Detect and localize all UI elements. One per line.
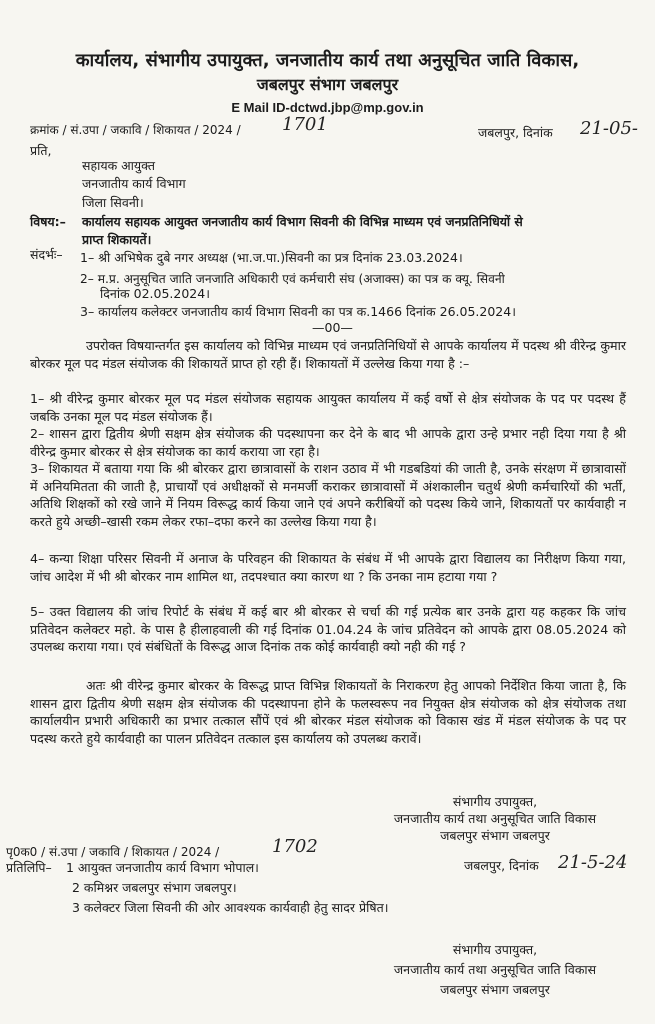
- subject-text-line-1: कार्यालय सहायक आयुक्त जनजातीय कार्य विभाग सिवनी की विभिन्न माध्यम एवं जनप्रतिनिधियों से: [82, 214, 523, 229]
- section-separator: —00—: [312, 320, 353, 335]
- letter-place-date: जबलपुर, दिनांक: [478, 125, 553, 140]
- copy-recipient-2: 2 कमिश्नर जबलपुर संभाग जबलपुर।: [72, 880, 237, 895]
- office-subheading: जबलपुर संभाग जबलपुर: [256, 75, 399, 94]
- signature-1-department: जनजातीय कार्य तथा अनुसूचित जाति विकास: [393, 811, 597, 826]
- recipient-line-1: सहायक आयुक्त: [82, 158, 155, 173]
- signature-block-2: [360, 940, 630, 1000]
- office-heading: कार्यालय, संभागीय उपायुक्त, जनजातीय कार्य तथा अनुसूचित जाति विकास,: [75, 50, 580, 71]
- signature-2-title: संभागीय उपायुक्त,: [452, 942, 538, 957]
- letter-number-handwritten: 1701: [282, 114, 328, 135]
- copy-date-handwritten: 21-5-24: [558, 852, 628, 873]
- body-conclusion: अतः श्री वीरेन्द्र कुमार बोरकर के विरूद्ध प्राप्त विभिन्न शिकायतों के निराकरण हेतु आपको निर्देशित किया जाता है, कि शासन द्वारा द्वितीय श्रेणी सक्षम क्षेत्र संयोजक की पदस्थापना होने के फलस्वरूप नव नियुक्त क्षेत्र संयोजक को क्षेत्र संयोजक तथा कार्यालयीन प्रभारी अधिकारी का प्रभार तत्काल सौंपें एवं श्री बोरकर मंडल संयोजक को विकास खंड में मंडल संयोजक के पद पर पदस्थ करते हुये कार्यवाही का पालन प्रतिवेदन तत्काल इस कार्यालय को उपलब्ध करावें।: [30, 678, 626, 746]
- copy-number: पृ0क0 / सं.उपा / जकावि / शिकायत / 2024 /: [6, 845, 220, 859]
- recipient-line-2: जनजातीय कार्य विभाग: [82, 176, 186, 191]
- letter-number: क्रमांक / सं.उपा / जकावि / शिकायत / 2024 /: [30, 123, 241, 137]
- copy-place-date: जबलपुर, दिनांक: [464, 858, 539, 873]
- copy-recipient-3: 3 कलेक्टर जिला सिवनी की ओर आवश्यक कार्यवाही हेतु सादर प्रेषित।: [72, 900, 389, 915]
- office-email: E Mail ID-dctwd.jbp@mp.gov.in: [231, 100, 424, 115]
- reference-2-line-1: 2– म.प्र. अनुसूचित जाति जनजाति अधिकारी एवं कर्मचारी संघ (अजाक्स) का पत्र क क्यू. सिवनी: [80, 272, 505, 286]
- complaint-point-1: 1– श्री वीरेन्द्र कुमार बोरकर मूल पद मंडल संयोजक सहायक आयुक्त कार्यालय में कई वर्षो से क्षेत्र संयोजक के पद पर पदस्थ हैं जबकि उनका मूल पद मंडल संयोजक हैं।: [30, 391, 626, 424]
- recipient-line-3: जिला सिवनी।: [82, 195, 144, 210]
- copy-number-handwritten: 1702: [272, 836, 318, 857]
- references-label: संदर्भः–: [30, 247, 63, 262]
- complaint-point-5: 5– उक्त विद्यालय की जांच रिपोर्ट के संबंध में कई बार श्री बोरकर से चर्चा की गई प्रत्येक बार उनके द्वारा यह कहकर कि जांच प्रतिवेदन कलेक्टर महो. के पास है हीलाहवाली की गई दिनांक 01.04.24 के जांच प्रतिवेदन को आपके द्वारा 08.05.2024 को उपलब्ध कराया गया। एवं संबंधितों के विरूद्ध आज दिनांक तक कोई कार्यवाही क्यो नही की गई ?: [30, 604, 626, 655]
- complaint-point-4: 4– कन्या शिक्षा परिसर सिवनी में अनाज के परिवहन की शिकायत के संबंध में भी आपके द्वारा विद्यालय का निरीक्षण किया गया, जांच आदेश में भी श्री बोरकर नाम शामिल था, तदपश्चात क्या कारण था ? कि उनका नाम हटाया गया ?: [30, 551, 626, 584]
- complaint-point-3: 3– शिकायत में बताया गया कि श्री बोरकर द्वारा छात्रावासों के राशन उठाव में भी गडबडियां की जाती है, उनके संरक्षण में छात्रावासों में अनियमितता की जाती है, प्राचार्यों एवं अधीक्षकों से मनमर्जी कराकर छात्रावासों में अंशकालीन चतुर्थ श्रेणी कर्मचारियों की भर्ती, अतिथि शिक्षकों को रखे जाने में नियम विरूद्ध कार्य किया जाने एवं अपने करीबियों को पदस्थ किये जाने, शिकायतों पर कार्यवाही न करते हुये अच्छी–खासी रकम लेकर रफा–दफा करने का उल्लेख किया गया है।: [30, 461, 626, 529]
- signature-2-department: जनजातीय कार्य तथा अनुसूचित जाति विकास: [393, 962, 597, 977]
- reference-2-line-2: दिनांक 02.05.2024।: [100, 286, 210, 301]
- reference-3: 3– कार्यालय कलेक्टर जनजातीय कार्य विभाग सिवनी का पत्र क.1466 दिनांक 26.05.2024।: [80, 304, 516, 319]
- copy-prefix: प्रतिलिपि–: [6, 860, 52, 875]
- letter-date-handwritten: 21-05-: [580, 118, 638, 139]
- reference-1: 1– श्री अभिषेक दुबे नगर अध्यक्ष (भा.ज.पा.)सिवनी का प्रत्र दिनांक 23.03.2024।: [80, 250, 463, 265]
- subject-text-line-2: प्राप्त शिकायतें।: [82, 232, 152, 247]
- signature-1-title: संभागीय उपायुक्त,: [452, 794, 538, 809]
- copy-recipient-1: 1 आयुक्त जनजातीय कार्य विभाग भोपाल।: [66, 860, 259, 875]
- subject-label: विषय:–: [30, 214, 66, 229]
- complaint-point-2: 2– शासन द्वारा द्वितीय श्रेणी सक्षम क्षेत्र संयोजक की पदस्थापना कर देने के बाद भी आपके द्वारा उन्हे प्रभार नही दिया गया है श्री वीरेन्द्र कुमार बोरकर से क्षेत्र संयोजक का कार्य कराया जा रहा है।: [30, 426, 626, 459]
- signature-block-1: [360, 793, 630, 844]
- recipient-prati: प्रति,: [30, 143, 52, 158]
- body-intro: उपरोक्त विषयान्तर्गत इस कार्यालय को विभिन्न माध्यम एवं जनप्रतिनिधियों से आपके कार्यालय में पदस्थ श्री वीरेन्द्र कुमार बोरकर मूल पद मंडल संयोजक की शिकायतें प्राप्त हो रही हैं। शिकायतों में उल्लेख किया गया है :–: [30, 338, 626, 371]
- signature-1-division: जबलपुर संभाग जबलपुर: [440, 828, 550, 843]
- signature-2-division: जबलपुर संभाग जबलपुर: [440, 982, 550, 997]
